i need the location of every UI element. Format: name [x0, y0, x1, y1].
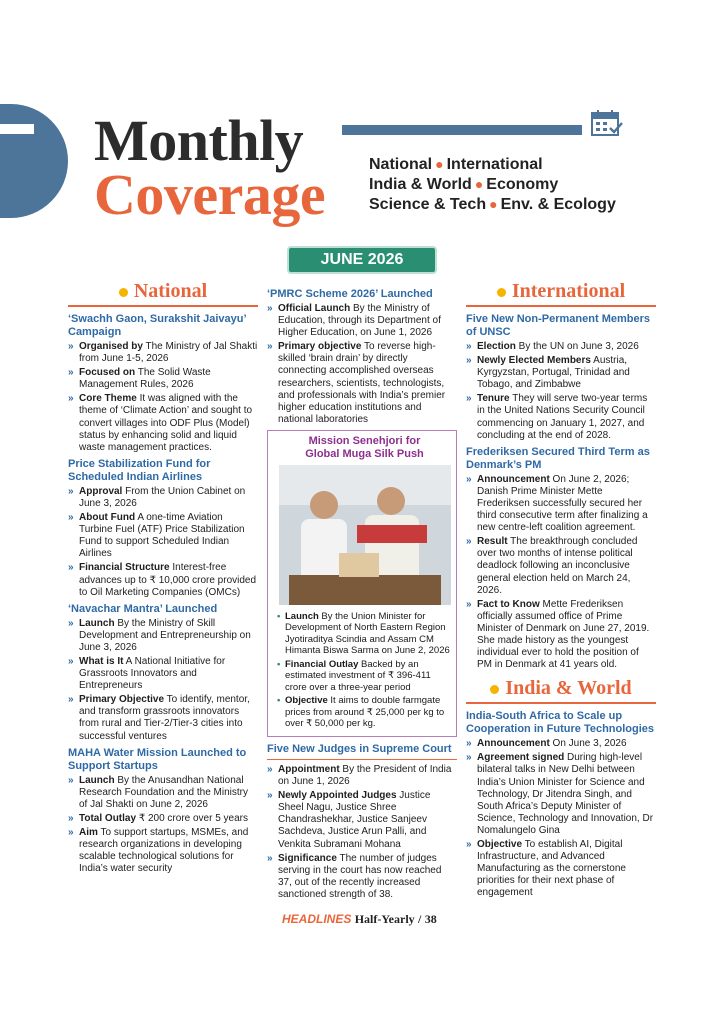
topics-line-2: India & World ● Economy	[369, 176, 559, 193]
item-value: By the Ministry of Skill Development and Entrepreneurship on June 3, 2026	[79, 617, 251, 653]
item-value: A one-time Aviation Turbine Fuel (ATF) Price Stabilization Fund to support Scheduled Indian Airlines	[79, 512, 245, 560]
item-value: It was aligned with the theme of ‘Climate Action’ and sought to convert villages into ODF Plus (Model) status by enhancing solid and liquid waste management practices.	[79, 393, 253, 453]
item-value: The Ministry of Jal Shakti from June 1-5, 2026	[79, 341, 258, 365]
item-value: The breakthrough concluded over two months of intense political deadlock following an inconclusive general election held on March 24, 2026.	[477, 536, 638, 596]
bullet-item	[276, 611, 453, 657]
bullet-marker: »	[68, 774, 74, 786]
list-item	[466, 355, 656, 391]
middle-column	[267, 288, 457, 903]
bullet-marker: »	[68, 512, 74, 524]
list-item	[68, 367, 258, 391]
bullet-marker: »	[68, 827, 74, 838]
item-key: Launch	[285, 610, 319, 622]
item-key: Objective	[477, 839, 523, 850]
item-key: Organised by	[79, 341, 143, 352]
list-item	[466, 536, 656, 596]
ministers-photo	[279, 465, 451, 605]
international-heading: International	[466, 280, 656, 307]
item-key: Result	[477, 536, 508, 548]
article-title: ‘Swachh Gaon, Surakshit Jaivayu’ Campaign	[68, 313, 246, 338]
list-item	[466, 599, 656, 672]
bullet-marker: »	[466, 598, 472, 610]
bullet-marker: »	[267, 763, 273, 775]
topics-line-3: Science & Tech ● Env. & Ecology	[369, 196, 616, 213]
bullet-marker: »	[267, 790, 273, 802]
item-key: Aim	[79, 827, 98, 838]
list-item	[68, 512, 258, 560]
international-column	[466, 280, 656, 901]
bullet-marker: »	[68, 562, 74, 574]
item-key: Focused on	[79, 367, 136, 379]
item-key: What is It	[79, 655, 124, 667]
item-value: By the President of India on June 1, 2026	[278, 763, 452, 788]
item-value: By the Union Minister for Development of North Eastern Region Jyotiraditya Scindia and Assam CM Himanta Biswa Sarma on June 2, 2026	[285, 610, 450, 657]
bullet-marker: »	[68, 367, 74, 379]
item-value: Justice Sheel Nagu, Justice Shree Chandrashekhar, Justice Sanjeev Sachdeva, Justice Arun Palli, and Venkita Subramani Mohana	[278, 790, 431, 850]
item-value: On June 3, 2026	[549, 738, 627, 750]
item-value: Backed by an estimated investment of ₹ 396-411 crore over a three-year period	[285, 658, 431, 693]
item-key: Financial Structure	[79, 562, 170, 574]
item-key: About Fund	[79, 512, 136, 524]
page-footer: HEADLINES Half-Yearly / 38	[282, 912, 437, 926]
item-key: Tenure	[477, 393, 510, 405]
item-key: Objective	[285, 695, 328, 707]
item-value: By the UN on June 3, 2026	[515, 341, 639, 352]
item-key: Approval	[79, 485, 123, 497]
list-item	[68, 694, 258, 742]
article-title: Five New Non-Permanent Members of UNSC	[466, 313, 650, 338]
bullet-marker: »	[466, 536, 472, 548]
bullet-marker: »	[68, 393, 74, 405]
list-item	[267, 341, 457, 426]
list-item	[267, 790, 457, 850]
item-key: Core Theme	[79, 393, 137, 405]
list-item	[68, 562, 258, 598]
item-key: Launch	[79, 774, 115, 786]
bullet-marker: »	[267, 341, 273, 353]
item-key: Official Launch	[278, 303, 351, 314]
list-item	[68, 827, 258, 875]
bullet-marker: •	[277, 658, 281, 670]
item-value: Mette Frederiksen officially assumed office of Prime Minister of Denmark on June 27, 2019. She made history as the youngest individual ever to hold the position of PM in Denmark at 41 years old.	[477, 598, 650, 671]
pmrc-title: ‘PMRC Scheme 2026’ Launched	[267, 288, 433, 300]
bullet-marker: »	[466, 341, 472, 352]
item-value: To reverse high-skilled ‘brain drain’ by directly connecting accomplished overseas researchers, scientists, technologists, and professionals with India’s premier higher education institutions and national laboratories	[278, 341, 446, 425]
topics-line-1: National ● International	[369, 156, 543, 173]
bullet-marker: »	[466, 738, 472, 750]
item-value: It aims to double farmgate prices from around ₹ 25,000 per kg to over ₹ 50,000 per kg.	[285, 695, 445, 730]
bullet-item	[276, 695, 453, 730]
item-key: Fact to Know	[477, 598, 540, 610]
item-value: A National Initiative for Grassroots Innovators and Entrepreneurs	[79, 655, 226, 692]
item-key: Significance	[278, 852, 337, 864]
item-value: To support startups, MSMEs, and research organizations in developing scalable technological solutions for India’s water security	[79, 827, 249, 875]
article-title: ‘Navachar Mantra’ Launched	[68, 602, 218, 615]
item-key: Launch	[79, 617, 115, 629]
list-item	[466, 839, 656, 899]
item-key: Primary Objective	[79, 694, 165, 706]
list-item	[68, 813, 258, 825]
item-value: The number of judges serving in the court has now reached 37, out of the recently increased sanctioned strength of 38.	[278, 852, 442, 900]
header-semicircle	[0, 104, 68, 218]
list-item	[68, 618, 258, 654]
judges-rule	[267, 759, 457, 760]
list-item	[68, 775, 258, 811]
calendar-icon	[590, 108, 624, 138]
national-column	[68, 280, 258, 877]
item-key: Agreement signed	[477, 752, 565, 764]
bullet-marker: »	[68, 812, 74, 824]
bullet-item	[276, 659, 453, 694]
item-key: Total Outlay	[79, 812, 137, 824]
bullet-marker: »	[466, 752, 472, 764]
bullet-marker: »	[267, 852, 273, 864]
bullet-marker: »	[466, 355, 472, 367]
bullet-marker: »	[68, 617, 74, 629]
list-item	[466, 738, 656, 750]
item-key: Primary objective	[278, 341, 362, 353]
list-item	[466, 393, 656, 441]
bullet-marker: »	[466, 393, 472, 405]
item-value: They will serve two-year terms in the United Nations Security Council commencing on January 1, 2027, and concluding at the end of 2028.	[477, 393, 648, 441]
item-key: Newly Elected Members	[477, 355, 591, 367]
item-value: By the Ministry of Education, through its Department of Higher Education, on June 1, 2026	[278, 303, 441, 339]
article-title: Frederiksen Secured Third Term as Denmark’s PM	[466, 445, 650, 471]
list-item	[267, 764, 457, 788]
bullet-marker: »	[68, 485, 74, 497]
bullet-marker: •	[277, 610, 281, 622]
item-key: Appointment	[278, 763, 340, 775]
item-key: Announcement	[477, 473, 550, 485]
list-item	[267, 303, 457, 339]
item-value: On June 2, 2026; Danish Prime Minister Mette Frederiksen successfully secured her third consecutive term after finalizing a new centre-left coalition agreement.	[477, 473, 648, 534]
india-world-heading: India & World	[466, 677, 656, 704]
article-title: MAHA Water Mission Launched to Support Startups	[68, 746, 247, 772]
item-key: Financial Outlay	[285, 658, 359, 670]
list-item	[68, 341, 258, 365]
item-value: During high-level bilateral talks in New Delhi between India’s Union Minister for Science and Technology, Dr Jitendra Singh, and South Africa’s Deputy Minister of Science, Technology and Innovation, Dr Nomalungelo Gina	[477, 752, 654, 836]
bullet-marker: •	[277, 695, 281, 707]
bullet-marker: »	[466, 473, 472, 485]
bullet-marker: »	[267, 303, 273, 314]
national-heading: National	[68, 280, 258, 307]
header-bar	[342, 125, 582, 135]
bullet-marker: »	[68, 341, 74, 352]
item-value: Austria, Kyrgyzstan, Portugal, Trinidad and Tobago, and Zimbabwe	[477, 355, 630, 391]
list-item	[68, 486, 258, 510]
bullet-marker: »	[68, 655, 74, 667]
item-value: The Solid Waste Management Rules, 2026	[79, 367, 211, 391]
header-notch	[0, 124, 34, 134]
page-title-line2: Coverage	[94, 162, 326, 227]
item-key: Election	[477, 341, 516, 352]
senehjori-box	[267, 430, 457, 737]
bullet-marker: »	[68, 694, 74, 706]
article-title: India-South Africa to Scale up Cooperation in Future Technologies	[466, 710, 655, 736]
list-item	[466, 752, 656, 837]
list-item	[466, 341, 656, 353]
judges-title: Five New Judges in Supreme Court	[267, 742, 452, 755]
item-value: Interest-free advances up to ₹ 10,000 crore provided to Oil Marketing Companies (OMCs)	[79, 562, 257, 598]
list-item	[267, 853, 457, 901]
item-value: By the Anusandhan National Research Foundation and the Ministry of Jal Shakti on June 2, 2026	[79, 774, 248, 810]
senehjori-title: Mission Senehjori for Global Muga Silk Push	[305, 434, 424, 460]
item-value: To establish AI, Digital Infrastructure, and Advanced Manufacturing as the cornerstone priorities for their next phase of engagement	[477, 839, 626, 899]
item-key: Newly Appointed Judges	[278, 790, 397, 802]
list-item	[466, 474, 656, 534]
article-title: Price Stabilization Fund for Scheduled Indian Airlines	[68, 457, 211, 483]
item-value: To identify, mentor, and transform grassroots innovators from rural and Tier-2/Tier-3 cities into successful ventures	[79, 694, 250, 742]
list-item	[68, 393, 258, 453]
page-title-line1: Monthly	[94, 108, 304, 173]
item-value: From the Union Cabinet on June 3, 2026	[79, 485, 246, 509]
month-badge: JUNE 2026	[289, 248, 435, 272]
item-key: Announcement	[477, 738, 550, 750]
item-value: ₹ 200 crore over 5 years	[136, 812, 249, 824]
bullet-marker: »	[466, 839, 472, 850]
list-item	[68, 656, 258, 692]
